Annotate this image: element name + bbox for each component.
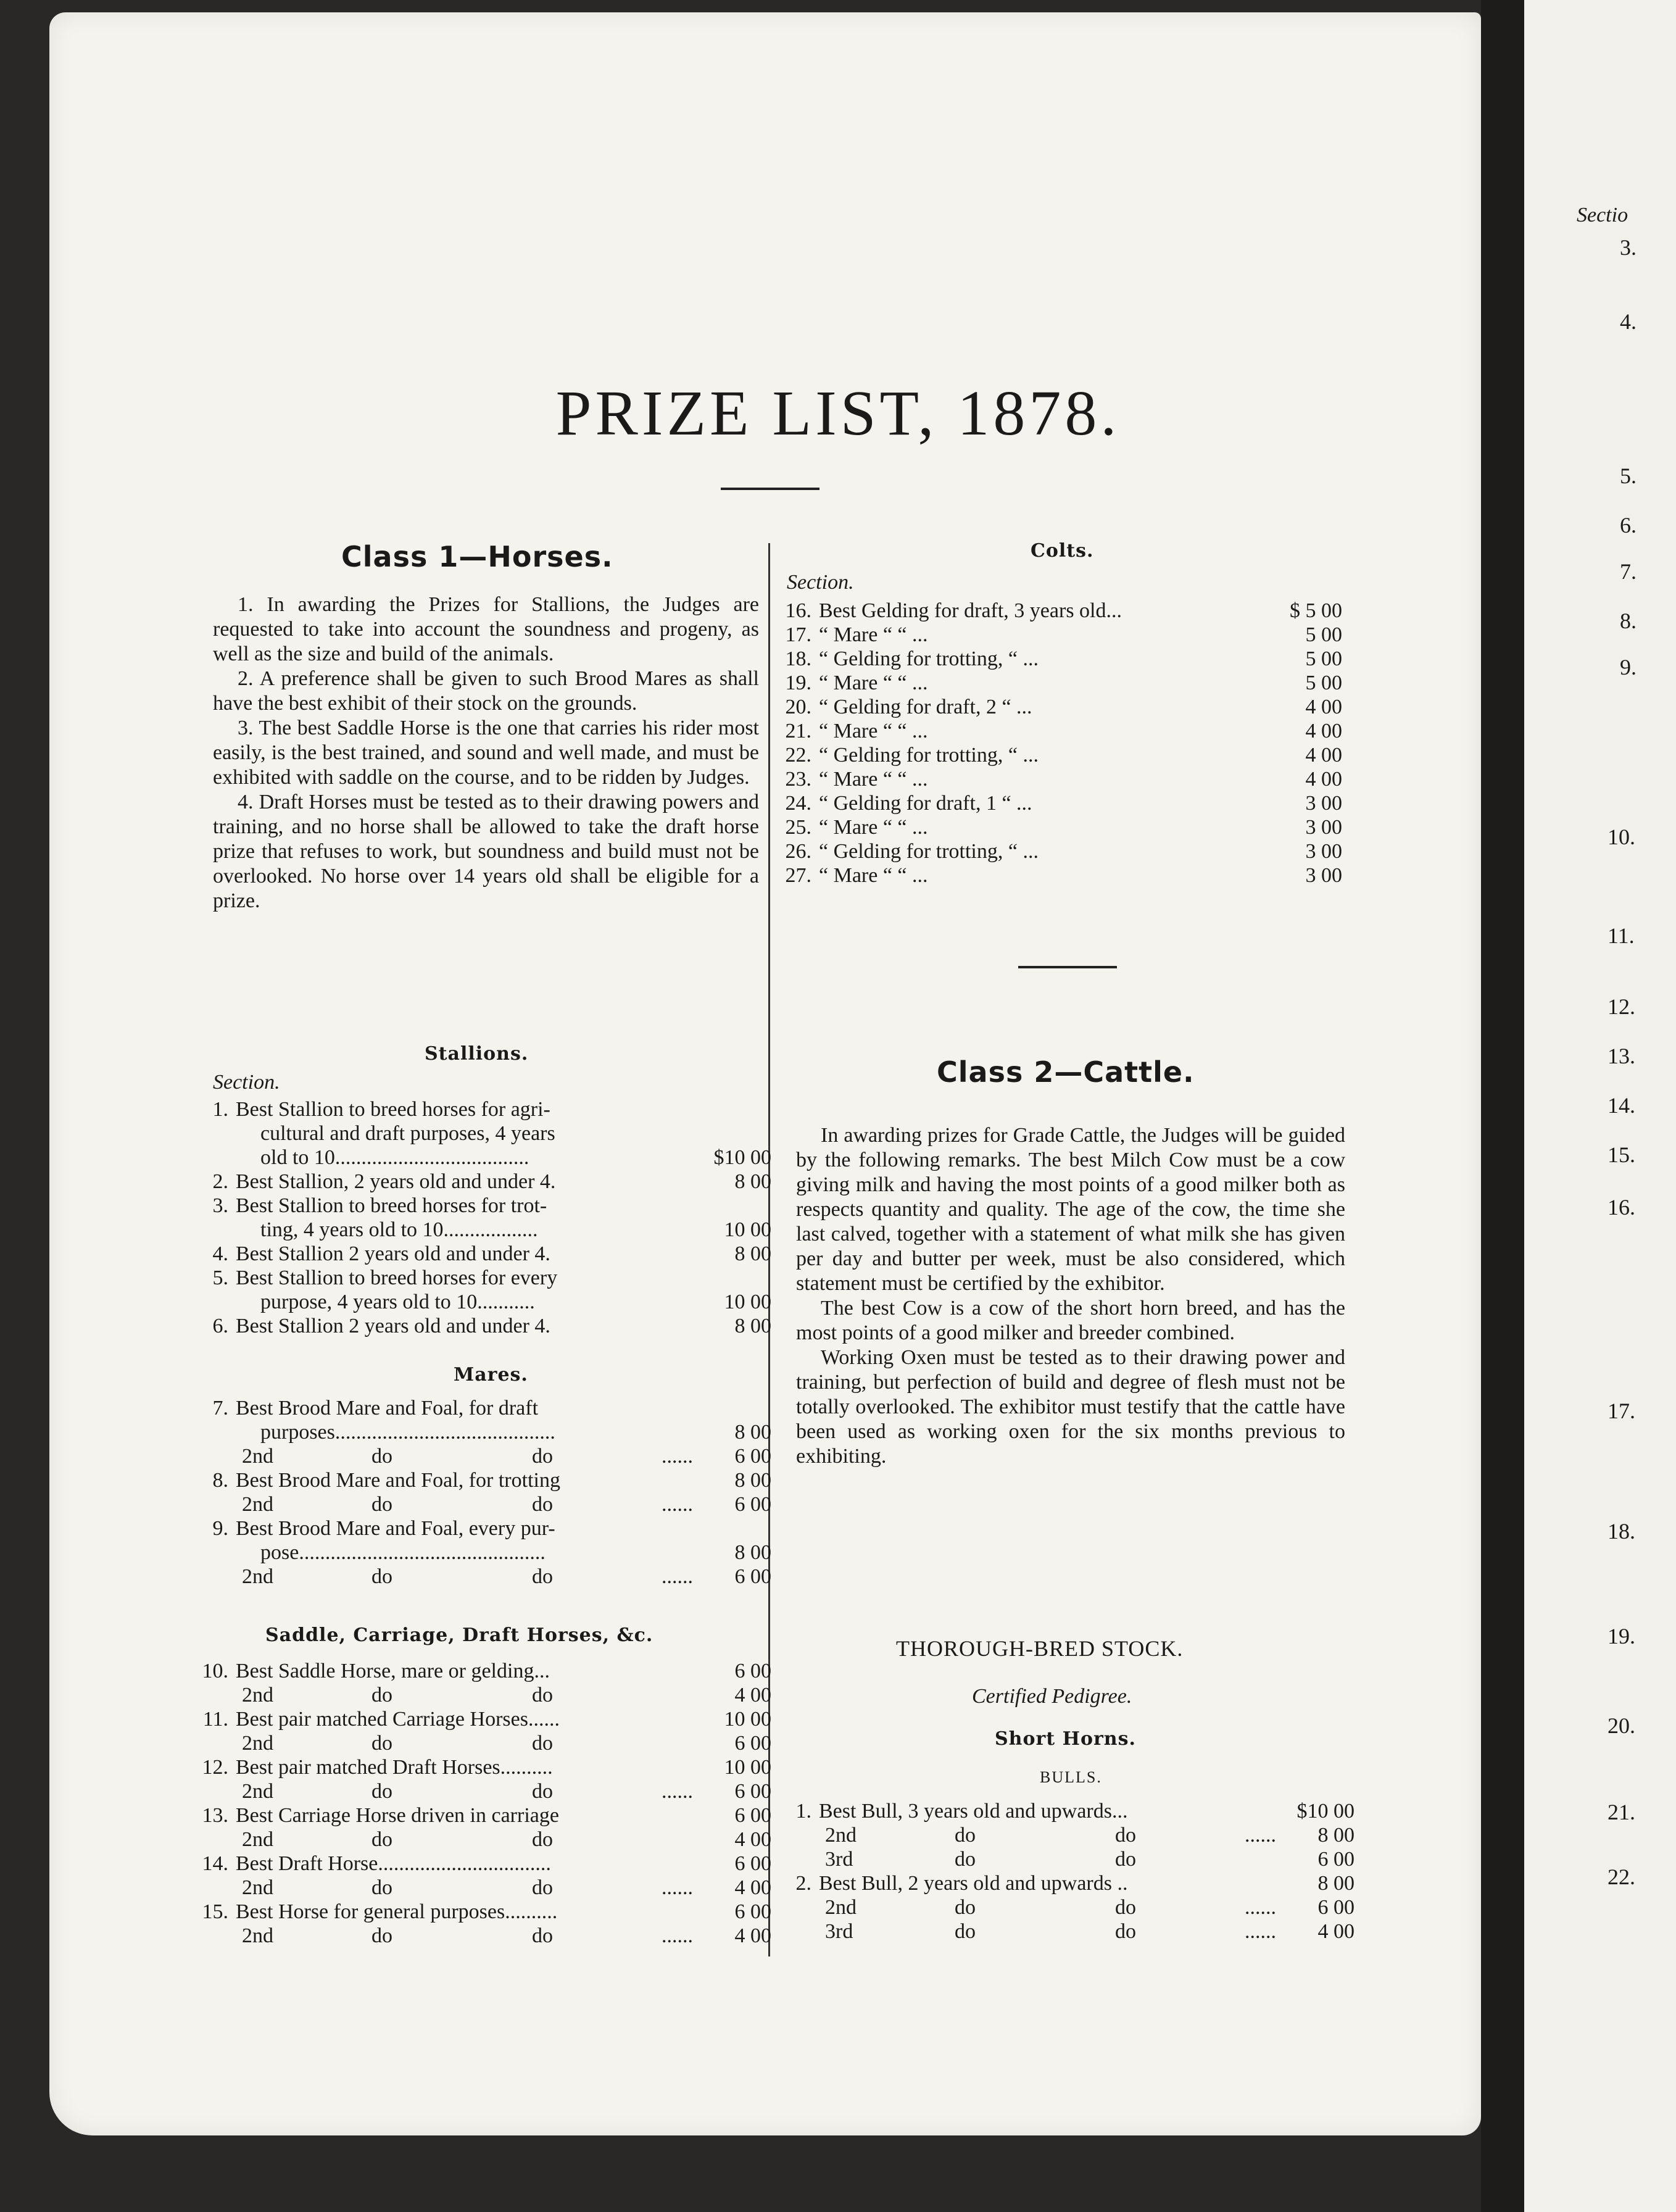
prize-description: Best Brood Mare and Foal, for trotting xyxy=(236,1469,560,1492)
next-page-section-number: 18. xyxy=(1608,1519,1635,1544)
prize-row xyxy=(185,1755,771,1779)
prize-description: “ Gelding for draft, 1 “ ... xyxy=(819,792,1032,815)
prize-description: “ Mare “ “ ... xyxy=(819,768,928,791)
prize-description xyxy=(236,1492,703,1516)
prize-description xyxy=(236,1565,703,1589)
prize-description: “ Mare “ “ ... xyxy=(819,816,928,839)
prize-row xyxy=(185,1444,771,1468)
leader-dots: ...... xyxy=(1245,1896,1276,1919)
ditto-mark: do xyxy=(371,1732,392,1755)
prize-description xyxy=(819,1823,1287,1847)
class2-paras xyxy=(796,1123,1345,1469)
prize-description: Best Gelding for draft, 3 years old... xyxy=(819,599,1122,622)
next-page-section-number: 7. xyxy=(1620,559,1637,584)
prize-row xyxy=(185,1779,771,1803)
prize-number: 1. xyxy=(212,1098,228,1121)
prize-row xyxy=(185,1731,771,1755)
prize-amount: 6 00 xyxy=(734,1732,771,1755)
next-page-section-number: 11. xyxy=(1608,923,1635,948)
prize-amount: 4 00 xyxy=(734,1876,771,1899)
prize-row xyxy=(185,1097,771,1121)
ditto-mark: do xyxy=(955,1920,976,1943)
prize-description: old to 10..................................... xyxy=(260,1146,529,1169)
prize-number: 19. xyxy=(785,672,811,694)
prize-rank: 2nd xyxy=(825,1824,857,1847)
prize-number: 27. xyxy=(785,864,811,887)
bulls-list xyxy=(768,1799,1354,1944)
prize-amount xyxy=(703,1396,771,1420)
prize-number: 21. xyxy=(785,720,811,742)
prize-description xyxy=(819,1895,1287,1919)
prize-amount: 10 00 xyxy=(724,1708,771,1731)
prize-amount: 6 00 xyxy=(1317,1848,1354,1871)
prize-row xyxy=(185,1121,771,1146)
prize-rank: 3rd xyxy=(825,1920,853,1943)
next-page-section-number: 4. xyxy=(1620,309,1637,334)
prize-description: Best Carriage Horse driven in carriage xyxy=(236,1804,559,1827)
leader-dots: ...... xyxy=(1245,1920,1276,1943)
prize-description: “ Gelding for trotting, “ ... xyxy=(819,840,1039,863)
prize-number: 12. xyxy=(202,1756,228,1779)
prize-number: 23. xyxy=(785,768,811,791)
prize-description: Best Brood Mare and Foal, every pur- xyxy=(236,1517,555,1540)
saddle-heading: Saddle, Carriage, Draft Horses, &c. xyxy=(265,1624,653,1646)
ditto-mark: do xyxy=(1115,1824,1136,1847)
ditto-mark: do xyxy=(371,1924,392,1947)
prize-description xyxy=(236,1779,703,1803)
prize-amount: 5 00 xyxy=(1305,623,1342,646)
saddle-list xyxy=(185,1659,771,1948)
prize-number: 2. xyxy=(795,1872,811,1895)
prize-row xyxy=(185,1242,771,1266)
next-page-section-number: 13. xyxy=(1608,1044,1635,1068)
next-page-section-number: 3. xyxy=(1620,235,1637,260)
prize-description: “ Mare “ “ ... xyxy=(819,864,928,887)
prize-row xyxy=(185,1290,771,1314)
prize-row xyxy=(768,767,1342,791)
section-label: Section. xyxy=(213,1071,280,1094)
prize-amount: 8 00 xyxy=(734,1421,771,1444)
prize-description: Best Stallion to breed horses for every xyxy=(236,1266,558,1289)
prize-row xyxy=(185,1314,771,1338)
leader-dots: ...... xyxy=(1245,1824,1276,1847)
prize-description: Best Stallion to breed horses for trot- xyxy=(236,1194,547,1217)
prize-row xyxy=(185,1266,771,1290)
prize-amount: 8 00 xyxy=(734,1469,771,1492)
ditto-mark: do xyxy=(532,1493,553,1516)
next-page-section: Sectio xyxy=(1577,204,1628,227)
prize-number: 2. xyxy=(212,1170,228,1193)
prize-number: 26. xyxy=(785,840,811,863)
prize-row xyxy=(768,671,1342,695)
prize-number: 9. xyxy=(212,1517,228,1540)
leader-dots: ...... xyxy=(662,1876,693,1899)
colts-list xyxy=(768,599,1342,888)
prize-row xyxy=(768,1823,1354,1847)
prize-number xyxy=(185,1121,236,1146)
mares-list xyxy=(185,1396,771,1589)
prize-amount: 8 00 xyxy=(734,1242,771,1265)
prize-number: 17. xyxy=(785,623,811,646)
prize-description: “ Mare “ “ ... xyxy=(819,720,928,742)
leader-dots: ...... xyxy=(662,1445,693,1468)
class1-rules xyxy=(213,592,759,913)
prize-rank: 2nd xyxy=(242,1445,273,1468)
next-page-section-number: 19. xyxy=(1608,1624,1635,1649)
ditto-mark: do xyxy=(532,1445,553,1468)
prize-number xyxy=(185,1420,236,1444)
prize-row xyxy=(185,1396,771,1420)
next-page-section-number: 9. xyxy=(1620,655,1637,680)
ditto-mark: do xyxy=(371,1445,392,1468)
prize-row xyxy=(768,599,1342,623)
prize-number: 25. xyxy=(785,816,811,839)
rule-4: 4. Draft Horses must be tested as to their drawing powers and training, and no horse shall be allowed to take the draft horse prize that refuses to work, but soundness and build must not be overlooked. No horse over 14 years old shall be eligible for a prize. xyxy=(213,791,759,912)
ditto-mark: do xyxy=(1115,1920,1136,1943)
prize-row xyxy=(768,863,1342,888)
prize-amount: $ 5 00 xyxy=(1290,599,1342,622)
next-page-section-number: 6. xyxy=(1620,513,1637,538)
prize-rank: 2nd xyxy=(242,1493,273,1516)
cattle-para-2: The best Cow is a cow of the short horn breed, and has the most points of a good milker and breeder combined. xyxy=(796,1297,1345,1344)
prize-description: Best Saddle Horse, mare or gelding... xyxy=(236,1660,550,1682)
ditto-mark: do xyxy=(532,1924,553,1947)
prize-description xyxy=(819,1919,1287,1944)
prize-rank: 2nd xyxy=(825,1896,857,1919)
prize-amount: 5 00 xyxy=(1305,647,1342,670)
prize-amount: 4 00 xyxy=(734,1684,771,1707)
prize-amount: 3 00 xyxy=(1305,864,1342,887)
prize-amount: 10 00 xyxy=(724,1291,771,1313)
prize-amount: 3 00 xyxy=(1305,792,1342,815)
next-page-section-number: 20. xyxy=(1608,1713,1635,1738)
ditto-mark: do xyxy=(371,1684,392,1707)
prize-description: Best pair matched Draft Horses.......... xyxy=(236,1756,553,1779)
prize-amount: 8 00 xyxy=(1317,1824,1354,1847)
prize-description: cultural and draft purposes, 4 years xyxy=(260,1122,555,1145)
ditto-mark: do xyxy=(532,1876,553,1899)
prize-description: Best Horse for general purposes.......... xyxy=(236,1900,558,1923)
leader-dots: ...... xyxy=(662,1780,693,1803)
prize-rank: 2nd xyxy=(242,1565,273,1588)
prize-row xyxy=(185,1659,771,1683)
prize-number xyxy=(185,1540,236,1565)
prize-description: purpose, 4 years old to 10........... xyxy=(260,1291,535,1313)
prize-row xyxy=(768,623,1342,647)
prize-amount: 6 00 xyxy=(1317,1896,1354,1919)
prize-description: Best pair matched Carriage Horses...... xyxy=(236,1708,560,1731)
prize-row xyxy=(185,1170,771,1194)
prize-amount: 4 00 xyxy=(1305,768,1342,791)
prize-amount: 4 00 xyxy=(734,1924,771,1947)
prize-description: “ Gelding for trotting, “ ... xyxy=(819,744,1039,767)
prize-row xyxy=(185,1218,771,1242)
prize-number: 8. xyxy=(212,1469,228,1492)
prize-row xyxy=(185,1803,771,1827)
ditto-mark: do xyxy=(371,1780,392,1803)
prize-amount xyxy=(703,1266,771,1290)
prize-number: 24. xyxy=(785,792,811,815)
ditto-mark: do xyxy=(371,1493,392,1516)
prize-row xyxy=(185,1194,771,1218)
thoroughbred-heading: THOROUGH-BRED STOCK. xyxy=(896,1636,1184,1661)
prize-amount: 4 00 xyxy=(734,1828,771,1851)
ditto-mark: do xyxy=(371,1565,392,1588)
prize-description xyxy=(236,1731,703,1755)
rule-2: 2. A preference shall be given to such Brood Mares as shall have the best exhibit of their stock on the grounds. xyxy=(213,667,759,715)
prize-row xyxy=(768,1919,1354,1944)
ditto-mark: do xyxy=(1115,1848,1136,1871)
prize-amount: 8 00 xyxy=(1317,1872,1354,1895)
prize-row xyxy=(768,1895,1354,1919)
prize-row xyxy=(185,1683,771,1707)
prize-amount: 6 00 xyxy=(734,1852,771,1875)
prize-row xyxy=(768,743,1342,767)
bulls-heading: BULLS. xyxy=(1040,1768,1102,1786)
prize-number xyxy=(185,1827,236,1852)
prize-number xyxy=(185,1146,236,1170)
prize-number: 20. xyxy=(785,696,811,718)
prize-number: 18. xyxy=(785,647,811,670)
prize-number xyxy=(185,1218,236,1242)
prize-description: ting, 4 years old to 10.................. xyxy=(260,1218,538,1241)
ditto-mark: do xyxy=(955,1824,976,1847)
prize-number xyxy=(185,1924,236,1948)
ditto-mark: do xyxy=(371,1828,392,1851)
prize-amount: 8 00 xyxy=(734,1315,771,1337)
prize-number xyxy=(768,1847,819,1871)
class1-heading: Class 1—Horses. xyxy=(341,540,613,573)
prize-rank: 2nd xyxy=(242,1828,273,1851)
prize-number: 15. xyxy=(202,1900,228,1923)
prize-row xyxy=(768,815,1342,839)
prize-description: Best Stallion, 2 years old and under 4. xyxy=(236,1170,556,1193)
next-page-section-number: 8. xyxy=(1620,609,1637,633)
prize-row xyxy=(185,1900,771,1924)
next-page-section-number: 15. xyxy=(1608,1142,1635,1167)
ditto-mark: do xyxy=(532,1684,553,1707)
prize-description: Best Bull, 2 years old and upwards .. xyxy=(819,1872,1128,1895)
prize-rank: 2nd xyxy=(242,1684,273,1707)
prize-description xyxy=(236,1444,703,1468)
ditto-mark: do xyxy=(532,1732,553,1755)
colts-rule xyxy=(1018,966,1117,968)
prize-number xyxy=(185,1876,236,1900)
prize-number xyxy=(768,1919,819,1944)
prize-number: 5. xyxy=(212,1266,228,1289)
prize-row xyxy=(185,1876,771,1900)
prize-row xyxy=(768,1871,1354,1895)
prize-amount: 4 00 xyxy=(1317,1920,1354,1943)
leader-dots: ...... xyxy=(662,1565,693,1588)
rule-3: 3. The best Saddle Horse is the one that carries his rider most easily, is the best trained, and sound and well made, and must be exhibited with saddle on the course, and to be ridden by Judges. xyxy=(213,717,759,789)
prize-amount: 10 00 xyxy=(724,1756,771,1779)
prize-amount: 8 00 xyxy=(734,1170,771,1193)
leader-dots: ...... xyxy=(662,1493,693,1516)
prize-description: “ Gelding for draft, 2 “ ... xyxy=(819,696,1032,718)
prize-number xyxy=(185,1290,236,1314)
ditto-mark: do xyxy=(955,1848,976,1871)
prize-description: Best Stallion 2 years old and under 4. xyxy=(236,1315,550,1337)
ditto-mark: do xyxy=(532,1565,553,1588)
colts-section-label: Section. xyxy=(787,571,854,594)
prize-number xyxy=(768,1895,819,1919)
prize-amount: 4 00 xyxy=(1305,696,1342,718)
prize-description: Best Brood Mare and Foal, for draft xyxy=(236,1397,539,1420)
prize-row xyxy=(768,791,1342,815)
prize-amount xyxy=(703,1516,771,1540)
prize-row xyxy=(185,1924,771,1948)
prize-amount: 6 00 xyxy=(734,1900,771,1923)
prize-description: pose............................................... xyxy=(260,1541,546,1564)
prize-amount: 6 00 xyxy=(734,1493,771,1516)
prize-number xyxy=(768,1823,819,1847)
cattle-para-3: Working Oxen must be tested as to their drawing power and training, but perfection of build and degree of flesh must not be totally overlooked. The exhibitor must testify that the cattle have been used as working oxen for the six months previous to exhibiting. xyxy=(796,1346,1345,1468)
prize-amount: 6 00 xyxy=(734,1445,771,1468)
prize-amount xyxy=(703,1097,771,1121)
prize-number xyxy=(185,1444,236,1468)
prize-rank: 2nd xyxy=(242,1780,273,1803)
mares-heading: Mares. xyxy=(454,1364,528,1386)
cattle-para-1: In awarding prizes for Grade Cattle, the Judges will be guided by the following remarks. The best Milch Cow must be a cow giving milk and having the most points of a good milker both as respects quantity and quality. The age of the cow, the time she last calved, together with a statement of what milk she has given per day and butter per week, must be also considered, which statement must be certified by the exhibitor. xyxy=(796,1124,1345,1295)
prize-amount: 3 00 xyxy=(1305,816,1342,839)
prize-description: “ Mare “ “ ... xyxy=(819,623,928,646)
prize-description xyxy=(236,1683,703,1707)
prize-number: 3. xyxy=(212,1194,228,1217)
prize-row xyxy=(185,1492,771,1516)
certified-pedigree: Certified Pedigree. xyxy=(972,1685,1132,1708)
prize-row xyxy=(768,719,1342,743)
prize-rank: 3rd xyxy=(825,1848,853,1871)
stallions-heading: Stallions. xyxy=(425,1043,529,1065)
prize-rank: 2nd xyxy=(242,1732,273,1755)
leader-dots: ...... xyxy=(662,1924,693,1947)
prize-number: 6. xyxy=(212,1315,228,1337)
prize-row xyxy=(768,647,1342,671)
prize-rank: 2nd xyxy=(242,1876,273,1899)
prize-row xyxy=(768,1847,1354,1871)
stallions-list xyxy=(185,1097,771,1338)
prize-row xyxy=(185,1420,771,1444)
prize-row xyxy=(185,1827,771,1852)
next-page-section-number: 16. xyxy=(1608,1195,1635,1220)
prize-description xyxy=(819,1847,1287,1871)
prize-number xyxy=(185,1779,236,1803)
prize-amount: $10 00 xyxy=(713,1146,771,1169)
prize-number: 7. xyxy=(212,1397,228,1420)
class2-heading: Class 2—Cattle. xyxy=(937,1055,1195,1089)
prize-row xyxy=(185,1707,771,1731)
prize-amount: 4 00 xyxy=(1305,744,1342,767)
prize-row xyxy=(768,1799,1354,1823)
prize-amount: 4 00 xyxy=(1305,720,1342,742)
prize-amount: 6 00 xyxy=(734,1780,771,1803)
prize-number xyxy=(185,1731,236,1755)
prize-number: 4. xyxy=(212,1242,228,1265)
next-page-section-number: 5. xyxy=(1620,464,1637,488)
prize-amount: 6 00 xyxy=(734,1660,771,1682)
next-page-section-number: 12. xyxy=(1608,994,1635,1019)
prize-row xyxy=(185,1565,771,1589)
rule-1: 1. In awarding the Prizes for Stallions, the Judges are requested to take into account the soundness and progeny, as well as the size and build of the animals. xyxy=(213,593,759,665)
prize-description xyxy=(236,1924,703,1948)
title-rule xyxy=(721,488,819,490)
prize-number: 11. xyxy=(202,1708,228,1731)
prize-description xyxy=(236,1876,703,1900)
prize-description: purposes.......................................... xyxy=(260,1421,555,1444)
next-page-section-number: 21. xyxy=(1608,1800,1635,1824)
next-page-section-number: 17. xyxy=(1608,1399,1635,1423)
prize-description: “ Gelding for trotting, “ ... xyxy=(819,647,1039,670)
prize-number xyxy=(185,1492,236,1516)
prize-description xyxy=(236,1827,703,1852)
colts-heading: Colts. xyxy=(1031,540,1094,562)
page-title: PRIZE LIST, 1878. xyxy=(555,378,1121,449)
prize-number: 1. xyxy=(795,1800,811,1823)
prize-number: 13. xyxy=(202,1804,228,1827)
ditto-mark: do xyxy=(1115,1896,1136,1919)
prize-amount: $10 00 xyxy=(1296,1800,1354,1823)
ditto-mark: do xyxy=(371,1876,392,1899)
ditto-mark: do xyxy=(955,1896,976,1919)
prize-row xyxy=(768,839,1342,863)
prize-amount: 8 00 xyxy=(734,1541,771,1564)
ditto-mark: do xyxy=(532,1780,553,1803)
prize-row xyxy=(768,695,1342,719)
prize-description: “ Mare “ “ ... xyxy=(819,672,928,694)
next-page-section-number: 14. xyxy=(1608,1093,1635,1118)
prize-amount xyxy=(703,1194,771,1218)
prize-row xyxy=(185,1146,771,1170)
short-horns-heading: Short Horns. xyxy=(995,1728,1136,1750)
ditto-mark: do xyxy=(532,1828,553,1851)
prize-description: Best Stallion to breed horses for agri- xyxy=(236,1098,550,1121)
prize-amount: 5 00 xyxy=(1305,672,1342,694)
prize-row xyxy=(185,1468,771,1492)
prize-number: 10. xyxy=(202,1660,228,1682)
prize-amount: 10 00 xyxy=(724,1218,771,1241)
next-page-section-number: 10. xyxy=(1608,825,1635,849)
prize-row xyxy=(185,1540,771,1565)
prize-number: 22. xyxy=(785,744,811,767)
prize-number xyxy=(185,1683,236,1707)
prize-rank: 2nd xyxy=(242,1924,273,1947)
prize-amount: 3 00 xyxy=(1305,840,1342,863)
prize-number: 16. xyxy=(785,599,811,622)
next-page-edge xyxy=(1524,0,1676,2212)
gutter xyxy=(1481,0,1524,2212)
prize-description: Best Draft Horse................................. xyxy=(236,1852,551,1875)
prize-row xyxy=(185,1516,771,1540)
prize-number xyxy=(185,1565,236,1589)
prize-row xyxy=(185,1852,771,1876)
prize-amount: 6 00 xyxy=(734,1565,771,1588)
prize-number: 14. xyxy=(202,1852,228,1875)
next-page-section-number: 22. xyxy=(1608,1865,1635,1889)
prize-amount xyxy=(703,1121,771,1146)
prize-description: Best Stallion 2 years old and under 4. xyxy=(236,1242,550,1265)
prize-amount: 6 00 xyxy=(734,1804,771,1827)
prize-description: Best Bull, 3 years old and upwards... xyxy=(819,1800,1128,1823)
